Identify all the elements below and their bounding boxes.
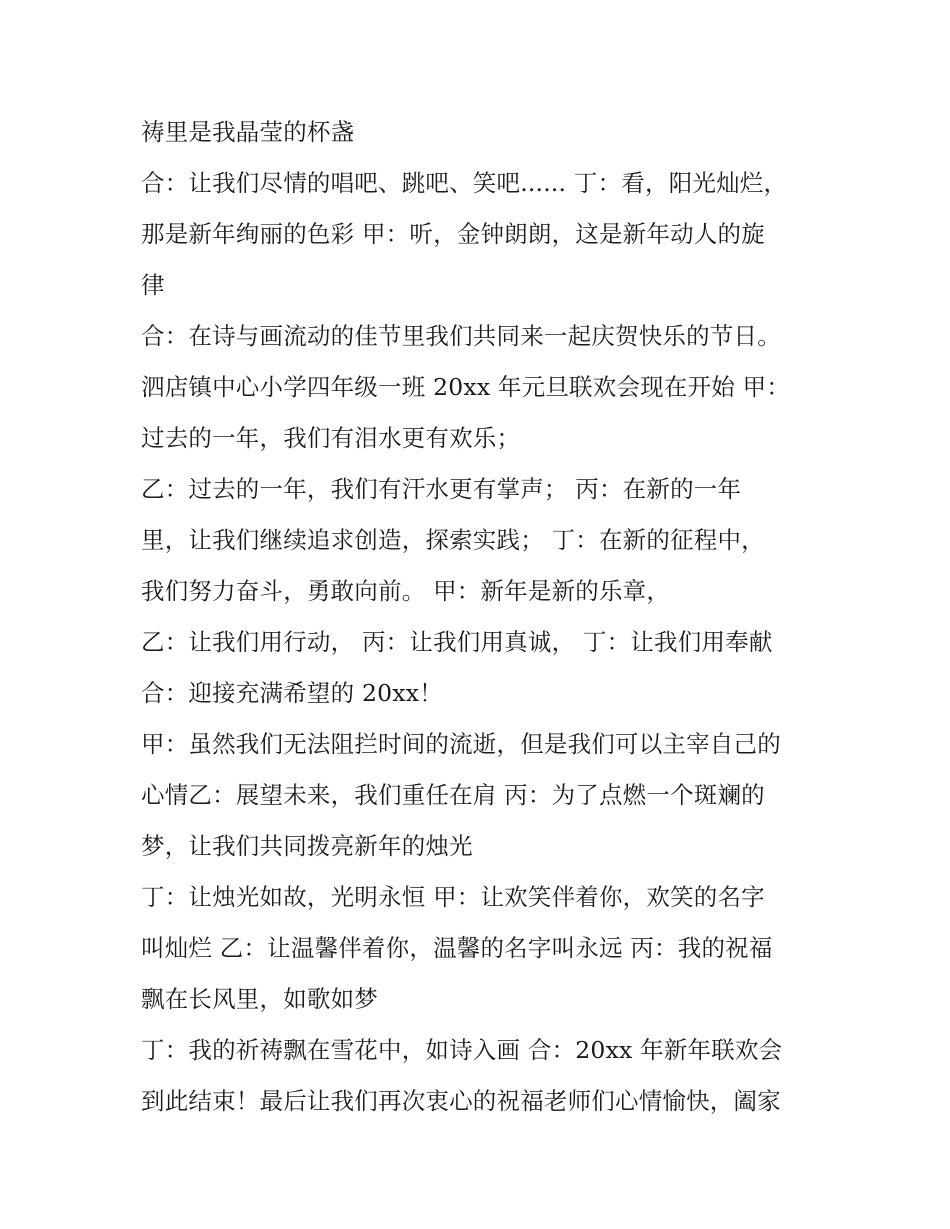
text-line: 乙：让我们用行动， 丙：让我们用真诚， 丁：让我们用奉献 xyxy=(141,628,773,656)
text-line: 合：让我们尽情的唱吧、跳吧、笑吧...... 丁：看，阳光灿烂， xyxy=(141,169,788,197)
text-line: 里，让我们继续追求创造，探索实践； 丁：在新的征程中， xyxy=(141,526,765,554)
text-line: 祷里是我晶莹的杯盏 xyxy=(141,118,355,146)
text-line: 心情乙：展望未来，我们重任在肩 丙：为了点燃一个斑斓的 xyxy=(141,781,765,809)
text-line: 飘在长风里，如歌如梦 xyxy=(141,985,378,1013)
text-line: 泗店镇中心小学四年级一班 20xx 年元旦联欢会现在开始 甲： xyxy=(141,373,791,401)
text-line: 乙：过去的一年，我们有汗水更有掌声； 丙：在新的一年 xyxy=(141,475,742,503)
text-line: 丁：我的祈祷飘在雪花中，如诗入画 合：20xx 年新年联欢会 xyxy=(141,1036,783,1064)
text-line: 我们努力奋斗，勇敢向前。 甲：新年是新的乐章， xyxy=(141,577,671,605)
text-line: 合：在诗与画流动的佳节里我们共同来一起庆贺快乐的节日。 xyxy=(141,322,781,350)
document-body xyxy=(141,107,821,1127)
text-line: 律 xyxy=(141,271,165,299)
text-line: 过去的一年，我们有泪水更有欢乐； xyxy=(141,424,521,452)
text-line: 到此结束！最后让我们再次衷心的祝福老师们心情愉快，阖家 xyxy=(141,1087,781,1115)
text-line: 梦，让我们共同拨亮新年的烛光 xyxy=(141,832,473,860)
text-line: 甲：虽然我们无法阻拦时间的流逝，但是我们可以主宰自己的 xyxy=(141,730,781,758)
text-line: 合：迎接充满希望的 20xx！ xyxy=(141,679,443,707)
text-line: 叫灿烂 乙：让温馨伴着你，温馨的名字叫永远 丙：我的祝福 xyxy=(141,934,773,962)
text-line: 丁：让烛光如故，光明永恒 甲：让欢笑伴着你，欢笑的名字 xyxy=(141,883,765,911)
text-line: 那是新年绚丽的色彩 甲：听，金钟朗朗，这是新年动人的旋 xyxy=(141,220,765,248)
